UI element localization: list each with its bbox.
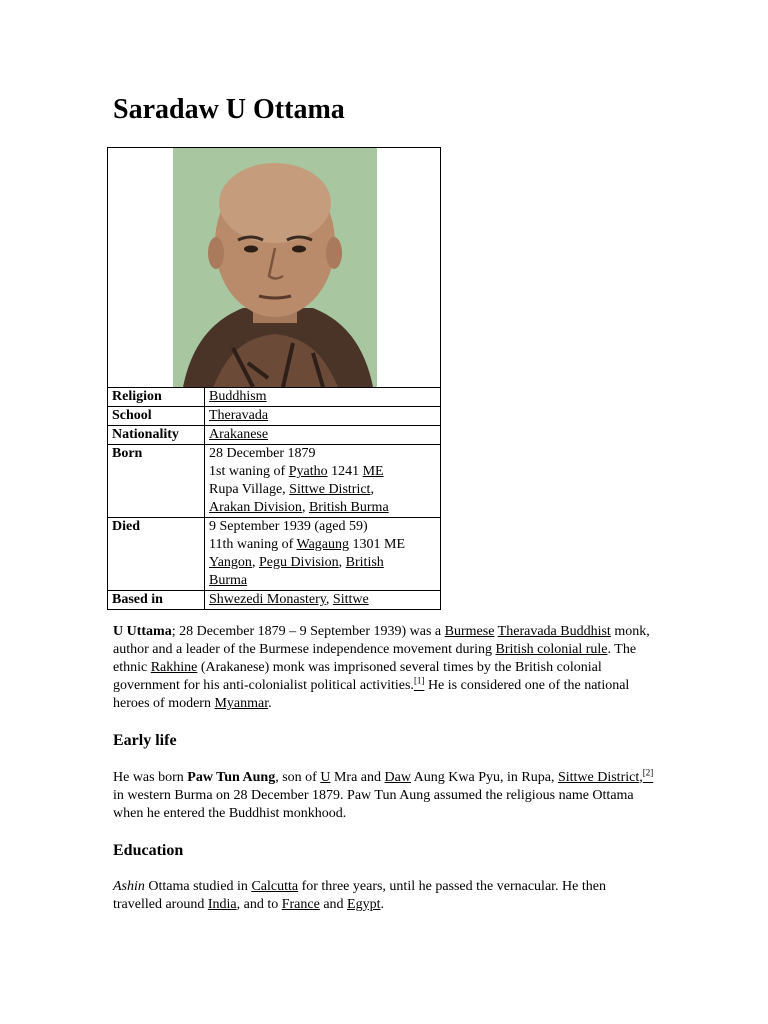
text-run: in western Burma on 28 December 1879. Paw Tun Aung assumed the religious name Ottama when he entered the Buddhist monkhood. [113,788,634,821]
monk-portrait-image [173,148,377,387]
infobox-value-line [209,426,436,444]
text-run: 11th waning of [209,537,297,552]
wiki-link[interactable]: Pegu Division [258,555,339,570]
infobox-value-line [209,572,436,590]
portrait-photo [173,148,377,387]
text-run: , [325,592,333,607]
wiki-link[interactable]: Arakan Division [209,500,302,515]
text-run: Aung Kwa Pyu, in Rupa, [410,770,558,785]
wiki-link[interactable]: U [320,770,331,785]
text-run: . [380,897,384,912]
text-run: 1301 ME [349,537,406,552]
wiki-link[interactable]: Wagaung [296,537,350,552]
text-run: U Uttama [113,624,172,639]
wiki-link[interactable]: Sittwe District [557,770,640,785]
page-title: Saradaw U Ottama [113,94,345,125]
text-run: 1st waning of [209,464,289,479]
wiki-link[interactable]: Theravada [209,408,269,423]
citation-link[interactable]: [1] [413,675,425,686]
text-run: 28 December 1879 [209,446,316,461]
infobox-value [205,407,441,426]
infobox-value [205,518,441,591]
infobox-label: Religion [108,388,205,407]
text-run: 9 September 1939 (aged 59) [209,519,368,534]
wiki-link[interactable]: British colonial rule [495,642,608,657]
wiki-link[interactable]: Shwezedi Monastery [209,592,326,607]
infobox-row [108,591,440,610]
infobox-value-line [209,481,436,499]
wiki-link[interactable]: British Burma [308,500,389,515]
text-run: , [370,482,374,497]
text-run: Paw Tun Aung [187,770,276,785]
text-run: He was born [113,770,188,785]
infobox-label: Born [108,445,205,518]
infobox-value [205,591,441,610]
infobox-value-line [209,591,436,609]
text-run: Ashin [113,879,145,894]
wiki-link[interactable]: Theravada Buddhist [497,624,611,639]
wiki-link[interactable]: Burmese [444,624,495,639]
wiki-link[interactable]: Rakhine [150,660,198,675]
text-run: , [301,500,309,515]
text-run: Rupa Village, [209,482,290,497]
wiki-link[interactable]: Yangon [209,555,252,570]
text-run: , [338,555,346,570]
early-life-paragraph [113,769,658,823]
wiki-link[interactable]: Arakanese [209,427,269,442]
text-run: , [251,555,259,570]
text-run: for three years, until he passed the vernacular. He then travelled around [113,879,606,912]
text-run: . The ethnic [113,642,637,675]
text-run: and [319,897,348,912]
text-run: . [268,696,272,711]
infobox-value [205,388,441,407]
infobox-row [108,388,440,407]
text-run: Mra and [330,770,385,785]
citation-link[interactable]: [2] [642,767,654,778]
wiki-link[interactable]: ME [362,464,384,479]
wiki-link[interactable]: Buddhism [209,389,267,404]
infobox-row [108,426,440,445]
infobox-value-line [209,536,436,554]
section-heading-education: Education [113,842,184,859]
wiki-link[interactable]: British [345,555,384,570]
section-heading-early-life: Early life [113,732,177,749]
education-paragraph [113,878,658,914]
text-run: He is considered one of the national heroes of modern [113,678,630,711]
text-run: monk, author and a leader of the Burmese independence movement during [113,624,650,657]
wiki-link[interactable]: Daw [384,770,411,785]
wiki-link[interactable]: Burma [209,573,248,588]
wiki-link[interactable]: France [281,897,320,912]
intro-paragraph [113,623,658,713]
infobox-value-line [209,554,436,572]
infobox-value-line [209,518,436,536]
infobox-row [108,445,440,518]
infobox-label: Nationality [108,426,205,445]
infobox-value [205,426,441,445]
infobox-value-line [209,463,436,481]
infobox-table [108,387,440,609]
wiki-link[interactable]: Myanmar [214,696,269,711]
infobox-value-line [209,407,436,425]
portrait-frame [108,148,440,387]
infobox-value-line [209,388,436,406]
infobox-value [205,445,441,518]
text-run: (Arakanese) monk was imprisoned several times by the British colonial government for his anti-colonialist political activities. [113,660,602,693]
infobox-value-line [209,499,436,517]
infobox-label: School [108,407,205,426]
infobox-label: Based in [108,591,205,610]
wiki-link[interactable]: Egypt [347,897,381,912]
infobox-row [108,518,440,591]
text-run: ; 28 December 1879 – 9 September 1939) was a [171,624,445,639]
text-run: , and to [236,897,282,912]
infobox-value-line [209,445,436,463]
wiki-link[interactable]: Pyatho [288,464,328,479]
wiki-link[interactable]: Sittwe [332,592,369,607]
wiki-link[interactable]: Sittwe District [289,482,371,497]
text-run: , [639,770,643,785]
infobox-label: Died [108,518,205,591]
wiki-link[interactable]: Calcutta [251,879,299,894]
text-run: , son of [275,770,321,785]
infobox [107,147,441,610]
text-run: Ottama studied in [144,879,252,894]
text-run: 1241 [327,464,363,479]
wiki-link[interactable]: India [207,897,237,912]
infobox-row [108,407,440,426]
